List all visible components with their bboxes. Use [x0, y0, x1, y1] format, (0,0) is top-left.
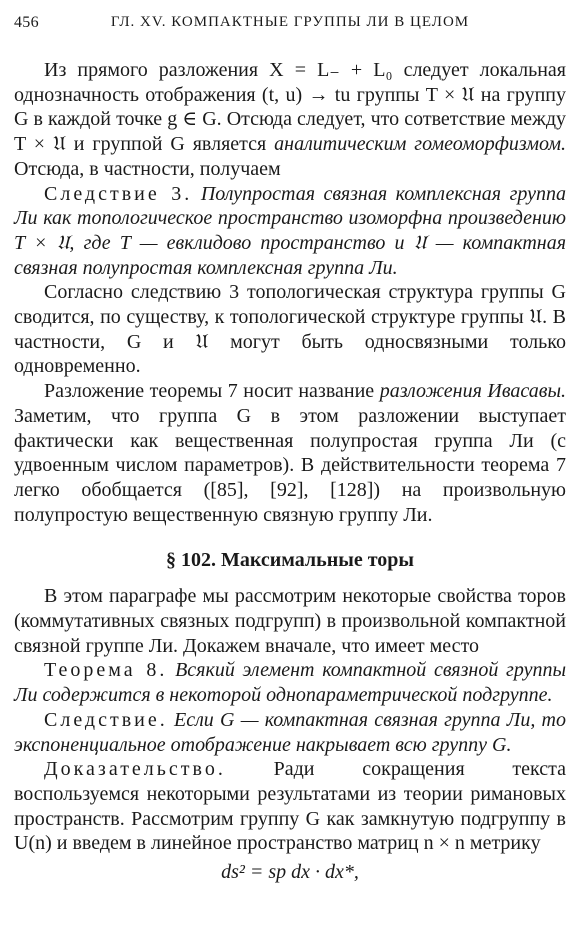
paragraph-decomposition: [14, 58, 566, 182]
running-head: ГЛ. XV. КОМПАКТНЫЕ ГРУППЫ ЛИ В ЦЕЛОМ: [110, 14, 470, 30]
metric-formula: ds² = sp dx · dx*,: [221, 861, 359, 884]
paragraph-text: Из прямого разложения X = L₋ + L₀ следует локальная однозначность отображения (t, u) → tu группы T × 𝔘 на группу G в каждой точке g ∈ G. Отсюда следует, что сответствие между T × 𝔘 и группой G является: [14, 59, 566, 156]
paragraph-text: Отсюда, в частности, получаем: [14, 157, 281, 180]
corollary-3: [14, 182, 566, 281]
emphasis-text: разложения Ивасавы.: [379, 380, 566, 403]
proof: [14, 757, 566, 856]
paragraph-text: Разложение теоремы 7 носит название: [44, 380, 375, 403]
corollary-text: Если G — компактная связная группа Ли, то экспоненциальное отображение накрывает всю группу G.: [14, 708, 566, 756]
theorem-8-label: Теорема 8.: [44, 659, 168, 682]
paragraph-text: Заметим, что группа G в этом разложении выступает фактически как вещественная полупростая группа Ли (с удвоенным числом параметров). В действительности теорема 7 легко обобщается ([85], [92], [128]) на произвольную полупростую вещественную связную группу Ли.: [14, 404, 566, 526]
corollary-3-text: Полупростая связная комплексная группа Ли как топологическое пространство изоморфна произведению T × 𝔘, где T — евклидово пространство и 𝔘 — компактная связная полупростая комплексная группа Ли.: [14, 182, 567, 279]
paragraph-text: В этом параграфе мы рассмотрим некоторые свойства торов (коммутативных связных подгрупп) в произвольной компактной связной группе Ли. Докажем вначале, что имеет место: [14, 585, 566, 657]
corollary-label: Следствие.: [44, 708, 168, 731]
corollary: [14, 708, 566, 757]
emphasis-text: аналитическим гомеоморфизмом.: [274, 133, 566, 156]
paragraph-iwasawa: [14, 379, 566, 527]
paragraph-tori: [14, 584, 566, 658]
theorem-8-text: Всякий элемент компактной связной группы Ли содержится в некоторой однопараметрической подгруппе.: [14, 659, 567, 707]
paragraph-topology: [14, 280, 566, 379]
page-body: [14, 58, 566, 885]
theorem-8: [14, 658, 566, 707]
proof-label: Доказательство.: [44, 758, 226, 781]
proof-text: Ради сокращения текста воспользуемся некоторыми результатами из теории римановых пространств. Рассмотрим группу G как замкнутую подгруппу в U(n) и введем в линейное пространство матриц n × n метрику: [14, 758, 566, 855]
corollary-3-label: Следствие 3.: [44, 182, 193, 205]
page-header: [14, 14, 566, 36]
page-number: 456: [14, 14, 39, 31]
paragraph-text: Согласно следствию 3 топологическая структура группы G сводится, по существу, к топологической структуре группы 𝔘. В частности, G и 𝔘 могут быть односвязными только одновременно.: [14, 281, 566, 378]
section-title: § 102. Максимальные торы: [165, 549, 415, 572]
